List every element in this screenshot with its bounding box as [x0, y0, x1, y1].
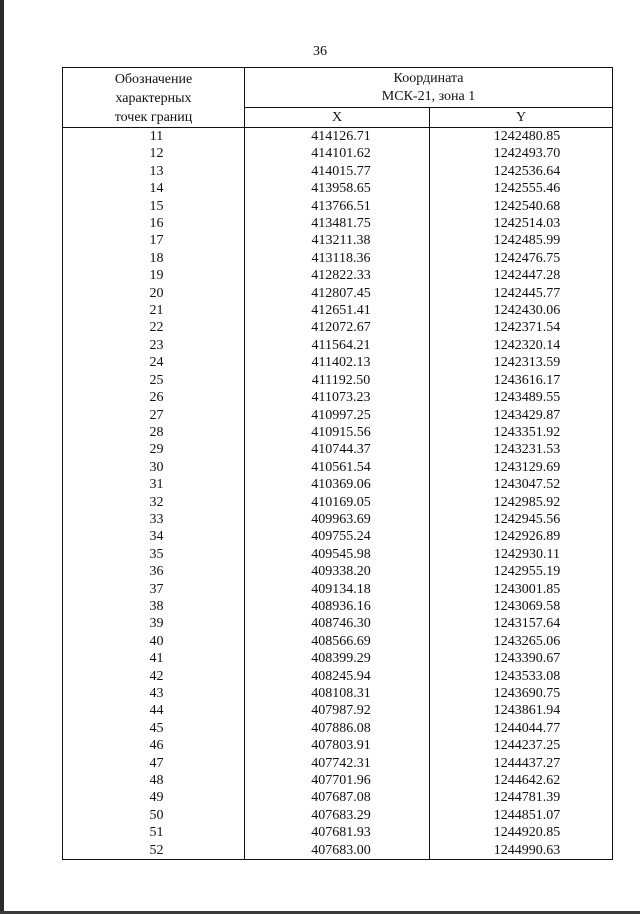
cell-point: 15: [63, 198, 245, 215]
cell-x: 408566.69: [245, 633, 430, 650]
table-body: [63, 128, 613, 860]
table-row: [63, 737, 613, 754]
table-row: [63, 598, 613, 615]
cell-x: 408108.31: [245, 685, 430, 702]
cell-x: 413211.38: [245, 232, 430, 249]
cell-point: 27: [63, 407, 245, 424]
table-row: [63, 215, 613, 232]
cell-point: 50: [63, 807, 245, 824]
header-coordinate-line2: МСК-21, зона 1: [381, 88, 476, 104]
table-row: [63, 372, 613, 389]
table-row: [63, 528, 613, 545]
cell-point: 30: [63, 459, 245, 476]
cell-point: 21: [63, 302, 245, 319]
table-row: [63, 668, 613, 685]
cell-point: 28: [63, 424, 245, 441]
cell-point: 35: [63, 546, 245, 563]
header-points-line2: характерных: [115, 91, 192, 106]
cell-x: 407886.08: [245, 720, 430, 737]
cell-x: 407803.91: [245, 737, 430, 754]
cell-y: 1242320.14: [430, 337, 613, 354]
table-row: [63, 633, 613, 650]
header-points-line3: точек границ: [114, 110, 193, 125]
cell-x: 411564.21: [245, 337, 430, 354]
cell-x: 409545.98: [245, 546, 430, 563]
cell-x: 414126.71: [245, 128, 430, 146]
cell-point: 51: [63, 824, 245, 841]
cell-x: 407987.92: [245, 702, 430, 719]
table-row: [63, 354, 613, 371]
cell-y: 1244990.63: [430, 842, 613, 860]
cell-y: 1244237.25: [430, 737, 613, 754]
header-y: Y: [430, 108, 613, 128]
cell-point: 14: [63, 180, 245, 197]
cell-point: 13: [63, 163, 245, 180]
table-row: [63, 772, 613, 789]
cell-y: 1244781.39: [430, 789, 613, 806]
cell-point: 33: [63, 511, 245, 528]
cell-x: 413481.75: [245, 215, 430, 232]
cell-x: 411402.13: [245, 354, 430, 371]
cell-x: 411073.23: [245, 389, 430, 406]
cell-y: 1243533.08: [430, 668, 613, 685]
table-row: [63, 494, 613, 511]
cell-x: 408746.30: [245, 615, 430, 632]
cell-point: 31: [63, 476, 245, 493]
scan-left-edge: [0, 0, 4, 914]
cell-x: 410744.37: [245, 441, 430, 458]
cell-point: 20: [63, 285, 245, 302]
header-x: X: [245, 108, 430, 128]
table-row: [63, 128, 613, 146]
cell-point: 12: [63, 145, 245, 162]
table-row: [63, 424, 613, 441]
table-row: [63, 650, 613, 667]
cell-x: 413766.51: [245, 198, 430, 215]
cell-y: 1243616.17: [430, 372, 613, 389]
table-row: [63, 232, 613, 249]
cell-y: 1243001.85: [430, 581, 613, 598]
cell-point: 32: [63, 494, 245, 511]
cell-point: 19: [63, 267, 245, 284]
cell-x: 412651.41: [245, 302, 430, 319]
page-number: 36: [313, 44, 327, 59]
cell-point: 42: [63, 668, 245, 685]
table-row: [63, 546, 613, 563]
cell-point: 26: [63, 389, 245, 406]
cell-x: 407683.00: [245, 842, 430, 860]
table-row: [63, 337, 613, 354]
table-row: [63, 755, 613, 772]
cell-y: 1243489.55: [430, 389, 613, 406]
cell-y: 1243047.52: [430, 476, 613, 493]
cell-x: 407683.29: [245, 807, 430, 824]
table-row: [63, 842, 613, 860]
table-row: [63, 807, 613, 824]
cell-y: 1242930.11: [430, 546, 613, 563]
table-row: [63, 459, 613, 476]
cell-point: 46: [63, 737, 245, 754]
cell-y: 1242480.85: [430, 128, 613, 146]
cell-point: 11: [63, 128, 245, 146]
table-row: [63, 615, 613, 632]
table-row: [63, 163, 613, 180]
table-header-row: [63, 68, 613, 108]
cell-y: 1243157.64: [430, 615, 613, 632]
cell-y: 1244920.85: [430, 824, 613, 841]
cell-point: 47: [63, 755, 245, 772]
cell-y: 1244437.27: [430, 755, 613, 772]
table-row: [63, 789, 613, 806]
cell-x: 409338.20: [245, 563, 430, 580]
cell-point: 40: [63, 633, 245, 650]
cell-point: 44: [63, 702, 245, 719]
cell-y: 1243690.75: [430, 685, 613, 702]
table-row: [63, 267, 613, 284]
cell-point: 38: [63, 598, 245, 615]
cell-point: 22: [63, 319, 245, 336]
cell-x: 410915.56: [245, 424, 430, 441]
table-row: [63, 285, 613, 302]
cell-y: 1243069.58: [430, 598, 613, 615]
cell-x: 409963.69: [245, 511, 430, 528]
cell-point: 18: [63, 250, 245, 267]
cell-point: 48: [63, 772, 245, 789]
cell-x: 410369.06: [245, 476, 430, 493]
cell-y: 1242313.59: [430, 354, 613, 371]
cell-y: 1243390.67: [430, 650, 613, 667]
cell-x: 412072.67: [245, 319, 430, 336]
cell-y: 1242485.99: [430, 232, 613, 249]
cell-point: 25: [63, 372, 245, 389]
table-row: [63, 441, 613, 458]
cell-x: 411192.50: [245, 372, 430, 389]
cell-x: 408399.29: [245, 650, 430, 667]
cell-y: 1242371.54: [430, 319, 613, 336]
cell-y: 1242540.68: [430, 198, 613, 215]
cell-y: 1242445.77: [430, 285, 613, 302]
cell-y: 1243861.94: [430, 702, 613, 719]
table-row: [63, 250, 613, 267]
cell-y: 1243429.87: [430, 407, 613, 424]
cell-point: 49: [63, 789, 245, 806]
table-row: [63, 319, 613, 336]
cell-x: 413118.36: [245, 250, 430, 267]
cell-x: 408936.16: [245, 598, 430, 615]
cell-y: 1243231.53: [430, 441, 613, 458]
cell-y: 1242926.89: [430, 528, 613, 545]
cell-point: 41: [63, 650, 245, 667]
table-row: [63, 145, 613, 162]
cell-x: 407687.08: [245, 789, 430, 806]
cell-point: 23: [63, 337, 245, 354]
table-row: [63, 563, 613, 580]
cell-y: 1244851.07: [430, 807, 613, 824]
cell-y: 1242476.75: [430, 250, 613, 267]
header-coordinate: [245, 68, 613, 108]
cell-x: 410997.25: [245, 407, 430, 424]
cell-y: 1242555.46: [430, 180, 613, 197]
cell-point: 29: [63, 441, 245, 458]
cell-y: 1242514.03: [430, 215, 613, 232]
cell-y: 1242985.92: [430, 494, 613, 511]
cell-y: 1242447.28: [430, 267, 613, 284]
cell-point: 43: [63, 685, 245, 702]
cell-y: 1243265.06: [430, 633, 613, 650]
cell-y: 1242493.70: [430, 145, 613, 162]
cell-point: 16: [63, 215, 245, 232]
table-row: [63, 476, 613, 493]
table-row: [63, 581, 613, 598]
cell-point: 37: [63, 581, 245, 598]
cell-point: 52: [63, 842, 245, 860]
cell-point: 45: [63, 720, 245, 737]
cell-x: 414101.62: [245, 145, 430, 162]
coordinates-table: [62, 67, 613, 860]
table-row: [63, 407, 613, 424]
table-row: [63, 702, 613, 719]
table-row: [63, 720, 613, 737]
cell-y: 1243351.92: [430, 424, 613, 441]
header-points-line1: Обозначение: [114, 72, 193, 87]
table-row: [63, 180, 613, 197]
cell-x: 410169.05: [245, 494, 430, 511]
cell-x: 412822.33: [245, 267, 430, 284]
cell-y: 1244642.62: [430, 772, 613, 789]
cell-y: 1243129.69: [430, 459, 613, 476]
cell-x: 409134.18: [245, 581, 430, 598]
cell-x: 407701.96: [245, 772, 430, 789]
cell-x: 409755.24: [245, 528, 430, 545]
cell-x: 407742.31: [245, 755, 430, 772]
cell-y: 1244044.77: [430, 720, 613, 737]
cell-x: 414015.77: [245, 163, 430, 180]
cell-x: 407681.93: [245, 824, 430, 841]
cell-point: 39: [63, 615, 245, 632]
cell-y: 1242945.56: [430, 511, 613, 528]
cell-x: 412807.45: [245, 285, 430, 302]
table-row: [63, 302, 613, 319]
cell-point: 24: [63, 354, 245, 371]
table-row: [63, 685, 613, 702]
cell-y: 1242430.06: [430, 302, 613, 319]
cell-y: 1242536.64: [430, 163, 613, 180]
header-points-designation: [63, 68, 245, 128]
cell-point: 36: [63, 563, 245, 580]
table-row: [63, 389, 613, 406]
cell-point: 17: [63, 232, 245, 249]
cell-x: 413958.65: [245, 180, 430, 197]
table-row: [63, 198, 613, 215]
cell-x: 408245.94: [245, 668, 430, 685]
table-row: [63, 511, 613, 528]
cell-x: 410561.54: [245, 459, 430, 476]
table-row: [63, 824, 613, 841]
header-coordinate-line1: Координата: [393, 70, 464, 86]
cell-y: 1242955.19: [430, 563, 613, 580]
cell-point: 34: [63, 528, 245, 545]
